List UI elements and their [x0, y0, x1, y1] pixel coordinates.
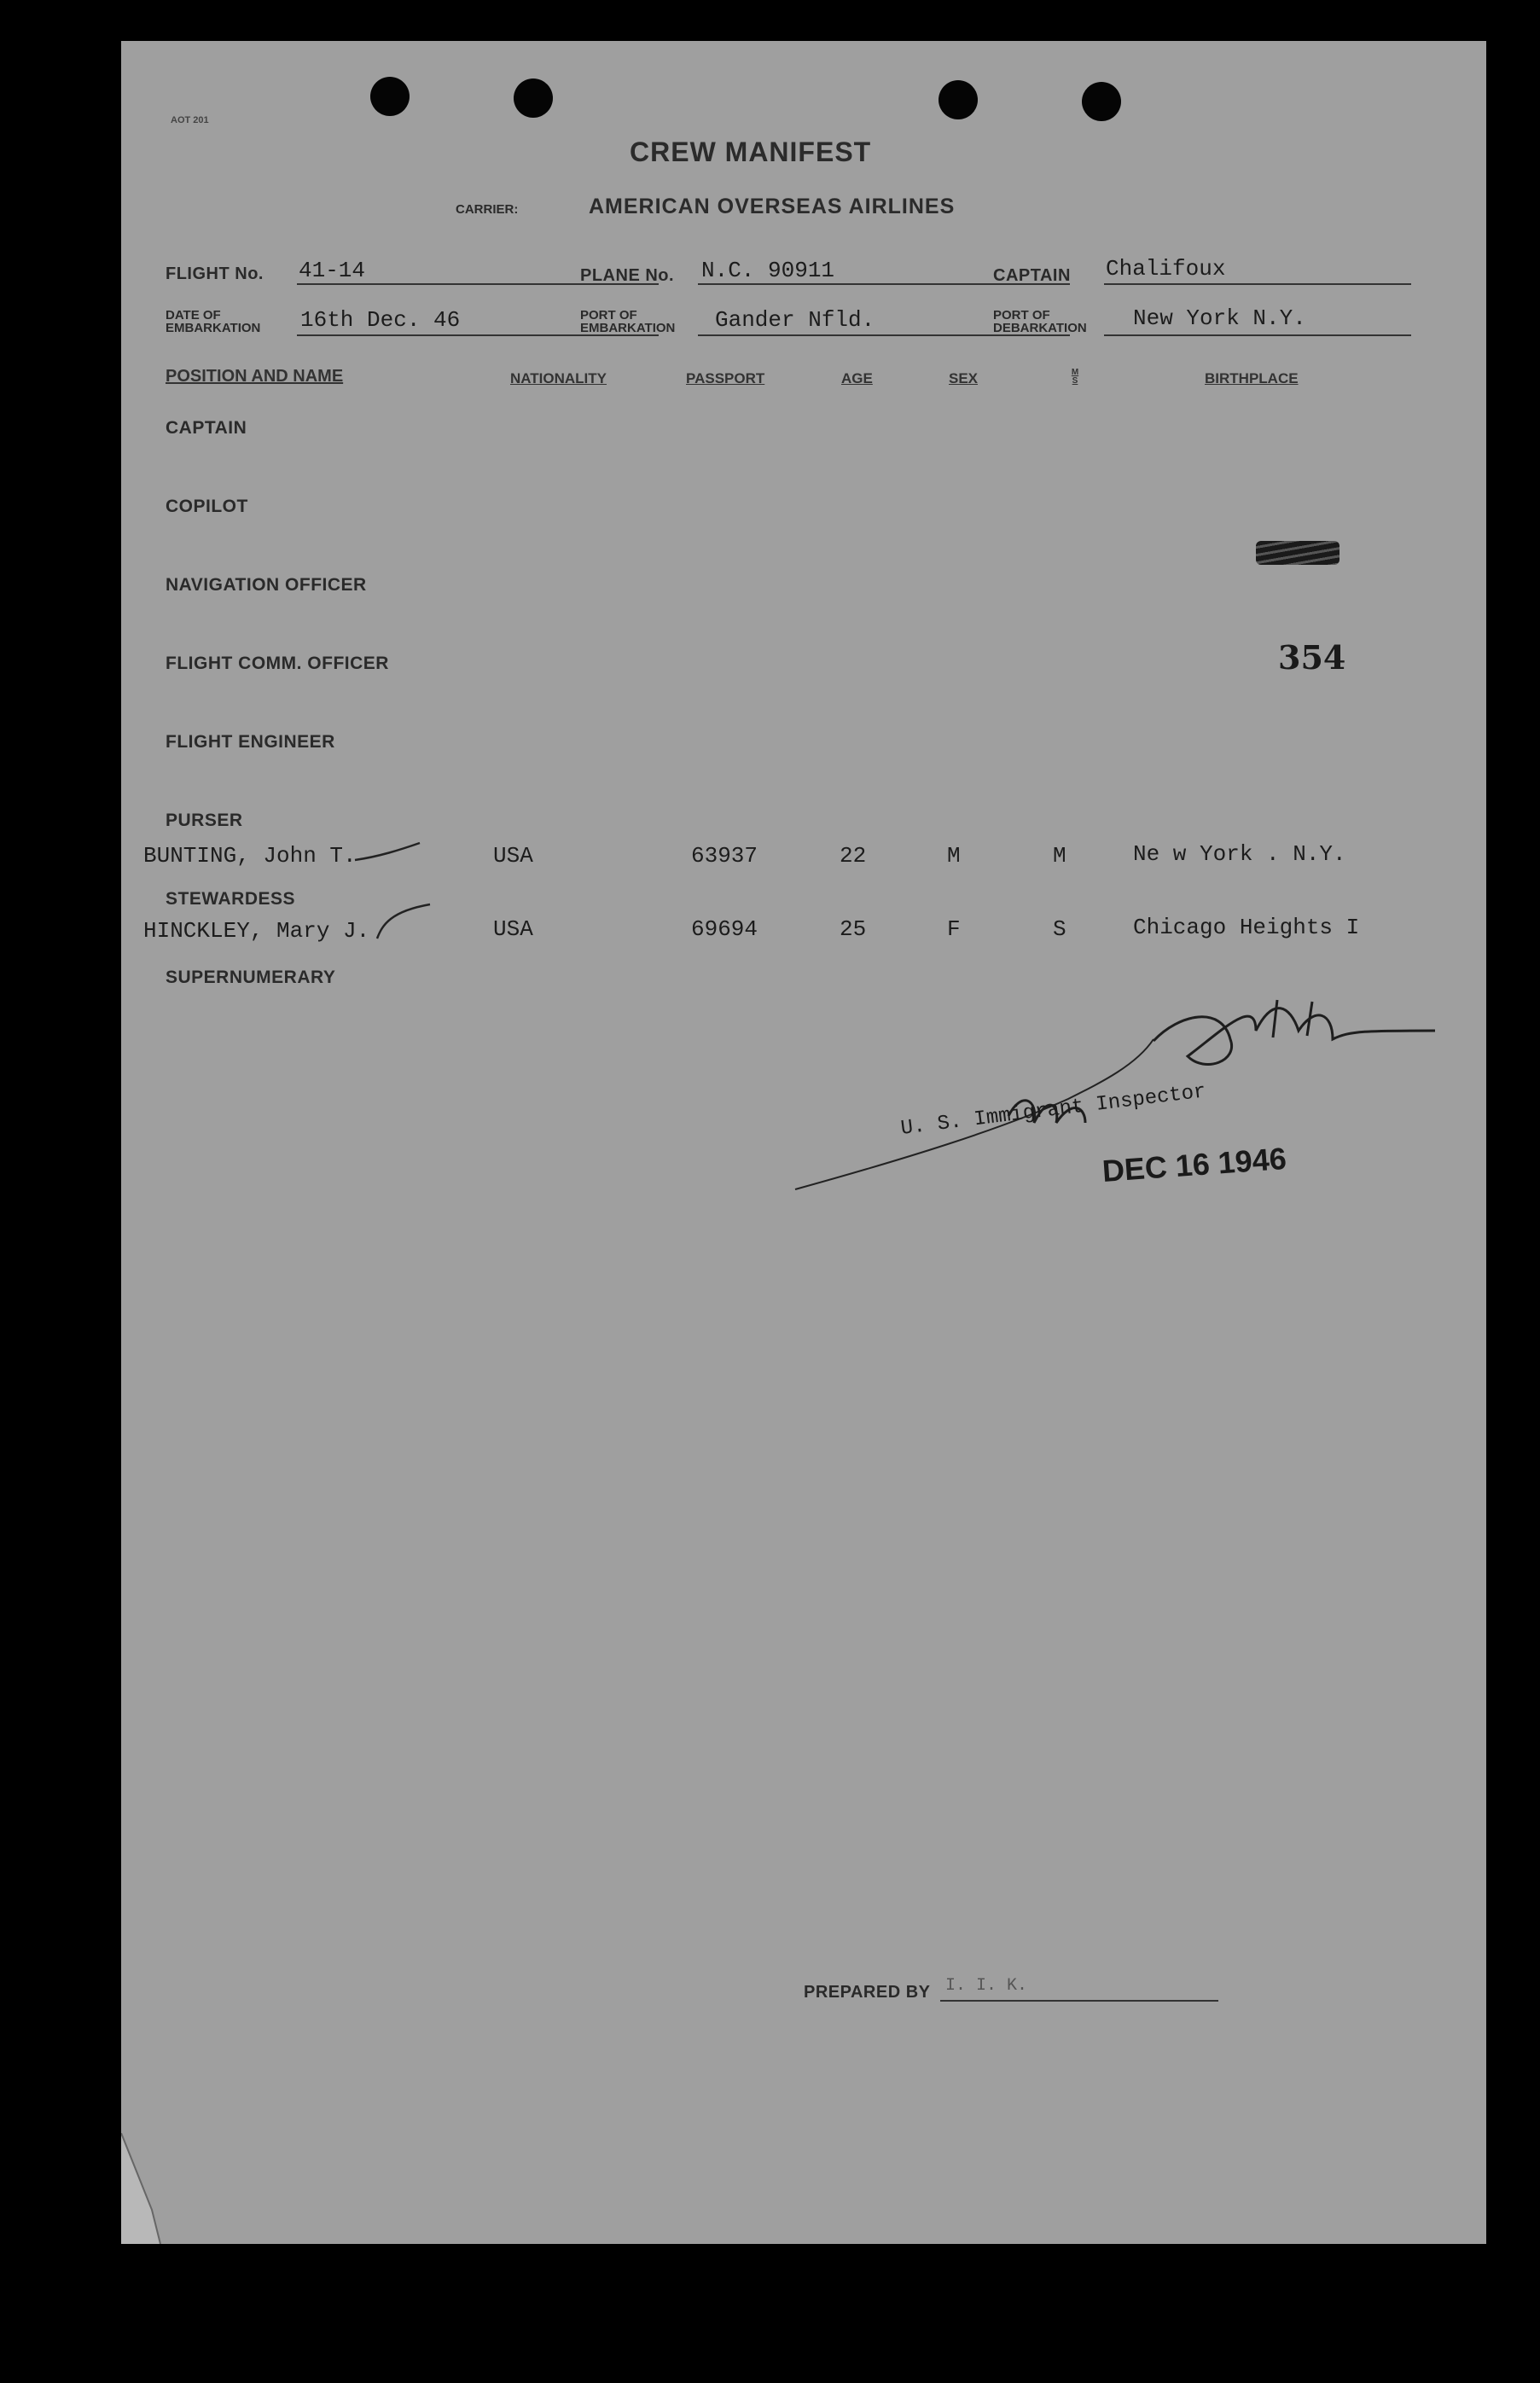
- crew-name: HINCKLEY, Mary J.: [143, 918, 370, 944]
- date-stamp: DEC 16 1946: [1101, 1140, 1288, 1189]
- port-emb-label-2: EMBARKATION: [580, 321, 676, 335]
- col-passport: PASSPORT: [686, 370, 765, 387]
- crew-marital-status: S: [1053, 916, 1066, 942]
- plane-no-value: N.C. 90911: [701, 258, 835, 283]
- prepared-by-label: PREPARED BY: [804, 1983, 931, 2002]
- crew-birthplace: Ne w York . N.Y.: [1133, 841, 1346, 867]
- crew-passport: 63937: [691, 843, 758, 869]
- date-label-1: DATE OF: [166, 308, 221, 323]
- port-debarkation-line: [1104, 334, 1411, 336]
- position-captain: CAPTAIN: [166, 418, 247, 438]
- flight-no-value: 41-14: [299, 258, 366, 283]
- col-position-and-name: POSITION AND NAME: [166, 367, 344, 386]
- crossed-out-number: [1256, 541, 1340, 565]
- punch-hole: [370, 77, 410, 116]
- port-embarkation-label: [580, 309, 675, 334]
- position-navigation-officer: NAVIGATION OFFICER: [166, 575, 367, 595]
- captain-value: Chalifoux: [1106, 256, 1226, 282]
- crew-age: 22: [840, 843, 867, 869]
- check-mark: [374, 899, 433, 942]
- punch-hole: [1082, 82, 1121, 121]
- crew-sex: F: [947, 916, 961, 942]
- crew-marital-status: M: [1053, 843, 1066, 869]
- carrier-name: AMERICAN OVERSEAS AIRLINES: [589, 195, 956, 218]
- inspector-stamp: U. S. Immigrant Inspector: [899, 1080, 1208, 1141]
- date-label-2: EMBARKATION: [166, 321, 261, 335]
- port-deb-label-1: PORT OF: [993, 308, 1050, 323]
- manifest-page: [121, 41, 1486, 2244]
- form-code: AOT 201: [171, 115, 209, 125]
- col-marital-status: M S: [1071, 368, 1079, 386]
- date-embarkation-value: 16th Dec. 46: [300, 307, 461, 333]
- col-sex: SEX: [949, 370, 979, 387]
- flight-no-label: FLIGHT No.: [166, 264, 264, 283]
- port-embarkation-value: Gander Nfld.: [715, 307, 875, 333]
- col-nationality: NATIONALITY: [510, 370, 607, 387]
- crew-nationality: USA: [493, 916, 533, 942]
- check-mark: [353, 840, 421, 865]
- crew-age: 25: [840, 916, 867, 942]
- crew-birthplace: Chicago Heights I: [1133, 915, 1360, 940]
- position-purser: PURSER: [166, 811, 243, 830]
- port-debarkation-label: [993, 309, 1087, 334]
- col-age: AGE: [841, 370, 873, 387]
- position-supernumerary: SUPERNUMERARY: [166, 968, 336, 987]
- date-embarkation-label: [166, 309, 260, 334]
- carrier-label: CARRIER:: [456, 202, 519, 217]
- captain-label: CAPTAIN: [993, 266, 1071, 285]
- folded-corner: [121, 2133, 172, 2244]
- port-deb-label-2: DEBARKATION: [993, 321, 1087, 335]
- prepared-by-line: [940, 2000, 1218, 2002]
- position-copilot: COPILOT: [166, 497, 248, 516]
- punch-hole: [514, 78, 553, 118]
- position-flight-engineer: FLIGHT ENGINEER: [166, 732, 335, 752]
- col-birthplace: BIRTHPLACE: [1205, 370, 1299, 387]
- port-emb-label-1: PORT OF: [580, 308, 637, 323]
- punch-hole: [939, 80, 978, 119]
- captain-line: [1104, 283, 1411, 285]
- position-stewardess: STEWARDESS: [166, 889, 296, 909]
- crew-passport: 69694: [691, 916, 758, 942]
- crew-name: BUNTING, John T.: [143, 843, 357, 869]
- prepared-by-value: I. I. K.: [945, 1976, 1028, 1996]
- plane-no-label: PLANE No.: [580, 266, 675, 285]
- crew-sex: M: [947, 843, 961, 869]
- position-flight-comm-officer: FLIGHT COMM. OFFICER: [166, 654, 389, 673]
- port-debarkation-value: New York N.Y.: [1133, 305, 1306, 331]
- crew-nationality: USA: [493, 843, 533, 869]
- document-title: CREW MANIFEST: [630, 137, 872, 167]
- page-number: 354: [1278, 638, 1346, 677]
